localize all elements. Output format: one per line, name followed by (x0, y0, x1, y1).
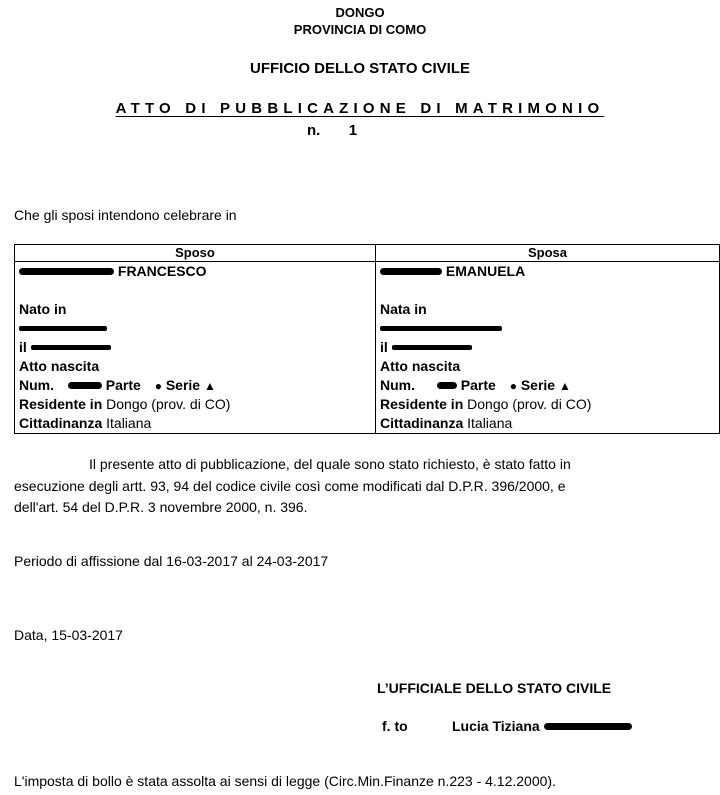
redacted-glyph-icon: ▲ (558, 379, 571, 393)
sposo-citizenship (19, 414, 371, 433)
sposo-citizenship-value: Italiana (106, 415, 152, 431)
body-para-line2: esecuzione degli artt. 93, 94 del codice civile così come modificati dal D.P.R. 396/2000, e (14, 478, 566, 494)
redaction-mark (31, 345, 111, 350)
sposo-birthplace (19, 319, 371, 338)
body-para-line3: dell'art. 54 del D.P.R. 3 novembre 2000, n. 396. (14, 499, 308, 515)
redaction-mark (392, 345, 472, 350)
redacted-glyph-icon: ● (509, 379, 517, 393)
sposo-birth-record-label: Atto nascita (19, 358, 100, 374)
sposa-serie-label: Serie (520, 377, 556, 393)
redaction-mark (437, 382, 457, 389)
document-date: Data, 15-03-2017 (14, 627, 123, 643)
sposa-residence-value: Dongo (prov. di CO) (467, 396, 592, 412)
sposa-birth-record-label: Atto nascita (380, 358, 461, 374)
header-sposa: Sposa (376, 245, 720, 262)
sposa-first-name: EMANUELA (445, 263, 526, 279)
redaction-mark (68, 382, 102, 389)
spacer (19, 281, 371, 300)
intro-text: Che gli sposi intendono celebrare in (14, 207, 237, 223)
town-name: DONGO (335, 5, 385, 20)
sposo-birthdate (19, 338, 371, 357)
sposo-born-label: Nato in (19, 301, 67, 317)
document-title: ATTO DI PUBBLICAZIONE DI MATRIMONIO (115, 100, 605, 117)
sposa-citizenship-value: Italiana (467, 415, 513, 431)
official-first-names: Lucia Tiziana (452, 718, 540, 734)
posting-period: Periodo di affissione dal 16-03-2017 al 24-03-2017 (14, 553, 329, 569)
act-number (307, 122, 357, 139)
spacer (380, 281, 715, 300)
official-role: L’UFFICIALE DELLO STATO CIVILE (377, 680, 612, 696)
spouses-table (14, 244, 720, 434)
sposa-num-label: Num. (380, 377, 415, 393)
act-number-value: 1 (348, 122, 358, 139)
sposa-citizenship-label: Cittadinanza (380, 415, 464, 431)
office-name: UFFICIO DELLO STATO CIVILE (250, 60, 470, 77)
sposo-residence-value: Dongo (prov. di CO) (106, 396, 231, 412)
act-number-label: n. (307, 122, 321, 139)
sposo-cell (15, 262, 376, 434)
sposa-born-label: Nata in (380, 301, 427, 317)
province-name: PROVINCIA DI COMO (293, 22, 427, 37)
sposa-cell (376, 262, 720, 434)
sposa-record-details (380, 376, 715, 395)
header-sposo: Sposo (15, 245, 376, 262)
sposa-date-label: il (380, 339, 388, 355)
official-name (452, 718, 632, 734)
redaction-mark (19, 326, 107, 331)
redaction-mark (544, 723, 632, 730)
sposa-name (380, 262, 715, 281)
redaction-mark (19, 268, 114, 275)
redaction-mark (380, 326, 502, 331)
sposo-parte-label: Parte (105, 377, 141, 393)
sposo-num-label: Num. (19, 377, 54, 393)
sposo-residence-label: Residente in (19, 396, 103, 412)
signature-fto: f. to (382, 718, 408, 734)
sposa-citizenship (380, 414, 715, 433)
sposo-residence (19, 395, 371, 414)
sposa-residence (380, 395, 715, 414)
sposa-birthplace (380, 319, 715, 338)
sposa-residence-label: Residente in (380, 396, 464, 412)
redacted-glyph-icon: ● (154, 379, 162, 393)
sposa-birthdate (380, 338, 715, 357)
sposa-parte-label: Parte (460, 377, 496, 393)
redaction-mark (380, 268, 442, 275)
sposo-name (19, 262, 371, 281)
sposo-first-name: FRANCESCO (117, 263, 207, 279)
body-para-line1: Il presente atto di pubblicazione, del quale sono stato richiesto, è stato fatto in (89, 456, 571, 472)
sposo-serie-label: Serie (165, 377, 201, 393)
redacted-glyph-icon: ▲ (203, 379, 216, 393)
sposo-citizenship-label: Cittadinanza (19, 415, 103, 431)
sposo-record-details (19, 376, 371, 395)
stamp-duty-note: L'imposta di bollo è stata assolta ai sensi di legge (Circ.Min.Finanze n.223 - 4.12.2000). (14, 773, 556, 789)
sposo-date-label: il (19, 339, 27, 355)
